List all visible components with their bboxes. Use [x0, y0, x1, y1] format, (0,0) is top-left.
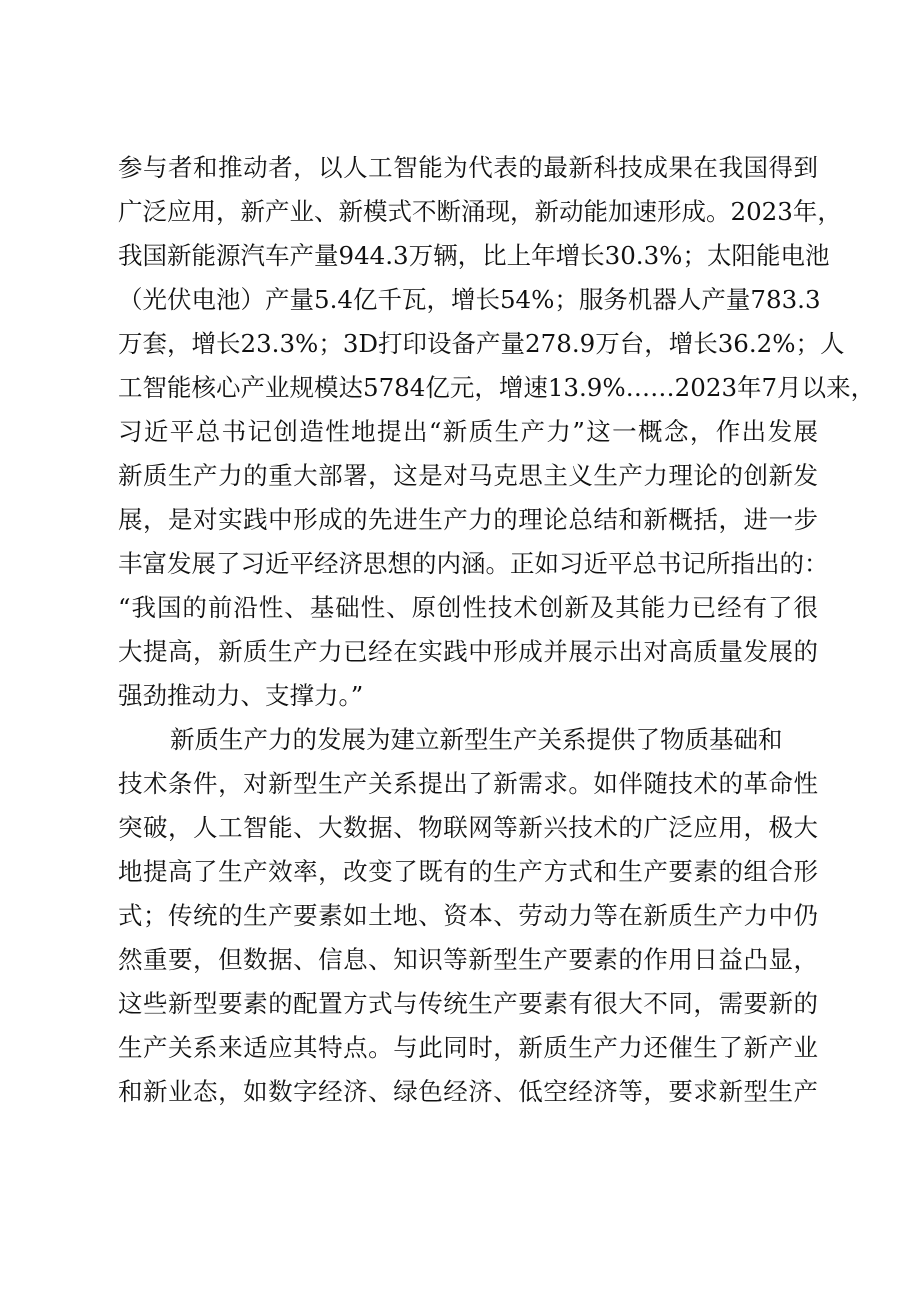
text-line: 这些新型要素的配置方式与传统生产要素有很大不同，需要新的 [118, 989, 818, 1018]
body-text [118, 146, 876, 1114]
text-line: 式；传统的生产要素如土地、资本、劳动力等在新质生产力中仍 [118, 901, 818, 930]
text-line: 突破，人工智能、大数据、物联网等新兴技术的广泛应用，极大 [118, 813, 818, 842]
text-line: 新质生产力的发展为建立新型生产关系提供了物质基础和 [170, 725, 783, 754]
text-line: 大提高，新质生产力已经在实践中形成并展示出对高质量发展的 [118, 637, 818, 666]
text-line: 强劲推动力、支撑力。” [118, 681, 364, 710]
text-line: 万套，增长23.3%；3D打印设备产量278.9万台，增长36.2%；人 [118, 329, 845, 358]
text-line: 生产关系来适应其特点。与此同时，新质生产力还催生了新产业 [118, 1033, 818, 1062]
text-line: 展，是对实践中形成的先进生产力的理论总结和新概括，进一步 [118, 505, 818, 534]
text-line: 新质生产力的重大部署，这是对马克思主义生产力理论的创新发 [118, 461, 818, 490]
text-line: 我国新能源汽车产量944.3万辆，比上年增长30.3%；太阳能电池 [118, 241, 830, 270]
paragraph-1 [118, 146, 876, 718]
text-line: 习近平总书记创造性地提出“新质生产力”这一概念，作出发展 [118, 417, 818, 446]
text-line: （光伏电池）产量5.4亿千瓦，增长54%；服务机器人产量783.3 [118, 285, 821, 314]
text-line: 技术条件，对新型生产关系提出了新需求。如伴随技术的革命性 [118, 769, 818, 798]
text-line: 工智能核心产业规模达5784亿元，增速13.9%……2023年7月以来， [118, 373, 876, 402]
text-line: 然重要，但数据、信息、知识等新型生产要素的作用日益凸显， [118, 945, 818, 974]
text-line: 丰富发展了习近平经济思想的内涵。正如习近平总书记所指出的： [118, 549, 829, 578]
text-line: 广泛应用，新产业、新模式不断涌现，新动能加速形成。2023年， [118, 197, 842, 226]
text-line: 地提高了生产效率，改变了既有的生产方式和生产要素的组合形 [118, 857, 818, 886]
text-line: 和新业态，如数字经济、绿色经济、低空经济等，要求新型生产 [118, 1077, 818, 1106]
text-line: 参与者和推动者，以人工智能为代表的最新科技成果在我国得到 [118, 153, 818, 182]
paragraph-2 [118, 718, 818, 1114]
text-line: “我国的前沿性、基础性、原创性技术创新及其能力已经有了很 [118, 593, 818, 622]
